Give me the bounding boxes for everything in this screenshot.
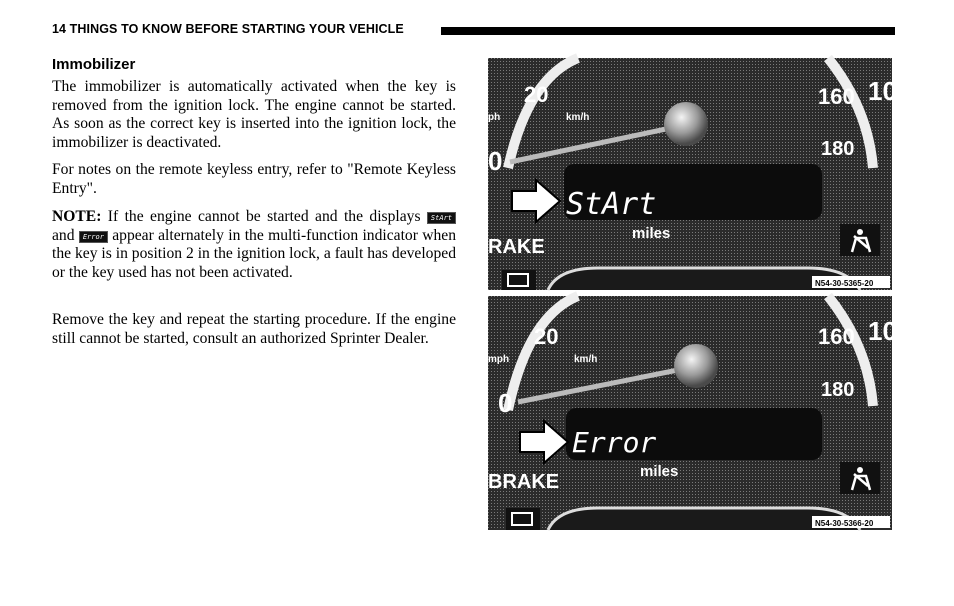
display-text: StArt: [566, 187, 657, 222]
tick-160: 160: [818, 84, 855, 109]
miles-label: miles: [640, 463, 679, 480]
kmh-label: km/h: [574, 354, 598, 365]
tick-0: 0: [498, 388, 513, 418]
tick-0: 0: [488, 146, 503, 176]
note-text-1: If the engine cannot be started and the displays: [101, 208, 427, 225]
figure-reference-code: N54-30-5365-20: [815, 279, 874, 288]
tick-180: 180: [821, 138, 855, 160]
kmh-label: km/h: [566, 112, 590, 123]
paragraph-note: [52, 208, 456, 282]
page-header-title: 14 THINGS TO KNOW BEFORE STARTING YOUR VEHICLE: [52, 22, 404, 36]
note-text-and: and: [52, 226, 79, 244]
brake-label: BRAKE: [488, 471, 560, 493]
inline-display-start: StArt: [427, 212, 456, 224]
note-label: NOTE:: [52, 208, 102, 225]
tick-10: 10: [868, 76, 897, 106]
paragraph-remote-keyless: For notes on the remote keyless entry, refer to "Remote Keyless Entry".: [52, 161, 456, 197]
miles-label: miles: [632, 225, 671, 242]
instrument-cluster-illustration: [488, 58, 897, 290]
paragraph-repeat-procedure: Remove the key and repeat the starting procedure. If the engine still cannot be started, consult an authorized Sprinter Dealer.: [52, 311, 456, 347]
instrument-cluster-illustration: [488, 296, 897, 530]
inline-display-error: Error: [79, 231, 108, 243]
tick-20: 20: [534, 324, 559, 349]
display-text: Error: [572, 426, 657, 459]
header-rule: [441, 27, 895, 35]
figure-reference-code: N54-30-5366-20: [815, 519, 874, 528]
note-text-2: appear alternately in the multi-function indicator when the key is in position 2 in the ignition lock, a fault has developed or the key used has not been activated.: [52, 226, 456, 281]
mph-label: mph: [488, 354, 510, 365]
needle-hub: [664, 102, 708, 146]
tick-10: 10: [868, 316, 897, 346]
tick-160: 160: [818, 324, 855, 349]
mph-label: ph: [488, 112, 501, 123]
tick-20: 20: [524, 82, 549, 107]
section-title: Immobilizer: [52, 56, 136, 73]
page-header: [52, 21, 895, 39]
needle-hub: [674, 344, 718, 388]
instrument-cluster-figure-start: [488, 58, 897, 290]
paragraph-immobilizer-activation: The immobilizer is automatically activated when the key is removed from the ignition lock. The engine cannot be started. As soon as the correct key is inserted into the ignition lock, the immobilizer is deactivated.: [52, 78, 456, 151]
brake-label: RAKE: [488, 236, 545, 258]
instrument-cluster-figure-error: [488, 296, 897, 530]
tick-180: 180: [821, 379, 855, 401]
